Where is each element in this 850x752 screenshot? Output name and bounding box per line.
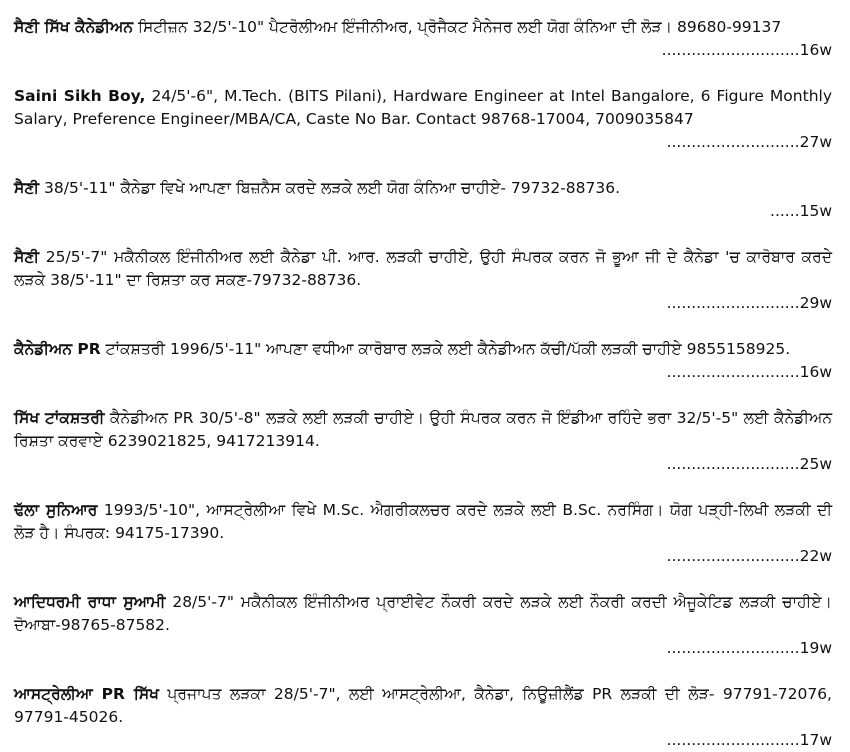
- ad-word-count: ...........................27w: [666, 133, 832, 151]
- classified-ad: [14, 499, 832, 568]
- ad-heading: ਸੈਣੀ ਸਿੱਖ ਕੈਨੇਡੀਅਨ: [14, 18, 134, 36]
- classified-ad: [14, 246, 832, 315]
- ad-word-count: ...........................19w: [666, 639, 832, 657]
- ad-word-count: ......15w: [770, 202, 832, 220]
- ad-word-count: ...........................16w: [666, 363, 832, 381]
- classified-ad: [14, 683, 832, 752]
- ad-text: ਕੈਨੇਡੀਅਨ PR 30/5'-8" ਲੜਕੇ ਲਈ ਲੜਕੀ ਚਾਹੀਏ। ਉਹੀ ਸੰਪਰਕ ਕਰਨ ਜੋ ਇੰਡੀਆ ਰਹਿੰਦੇ ਭਰਾ 32/5'-5" ਲਈ ਕੈਨੇਡੀਅਨ ਰਿਸ਼ਤਾ ਕਰਵਾਏ 6239021825, 9417213914.: [14, 409, 833, 450]
- classified-ad: [14, 177, 832, 223]
- ad-text: 1993/5'-10", ਆਸਟ੍ਰੇਲੀਆ ਵਿਖੇ M.Sc. ਐਗਰੀਕਲਚਰ ਕਰਦੇ ਲੜਕੇ ਲਈ B.Sc. ਨਰਸਿੰਗ। ਯੋਗ ਪੜ੍ਹੀ-ਲਿਖੀ ਲੜਕੀ ਦੀ ਲੋੜ ਹੈ। ਸੰਪਰਕ: 94175-17390.: [14, 501, 832, 542]
- classified-ad: [14, 591, 832, 660]
- ad-heading: ਸੈਣੀ: [14, 248, 40, 266]
- ad-text: ਟਾਂਕਸ਼ਤਰੀ 1996/5'-11" ਆਪਣਾ ਵਧੀਆ ਕਾਰੋਬਾਰ ਲੜਕੇ ਲਈ ਕੈਨੇਡੀਅਨ ਕੱਚੀ/ਪੱਕੀ ਲੜਕੀ ਚਾਹੀਏ 9855158925.: [100, 340, 791, 358]
- ad-heading: ਸਿੱਖ ਟਾਂਕਸ਼ਤਰੀ: [14, 409, 105, 427]
- ad-word-count: ...........................29w: [666, 294, 832, 312]
- ad-heading: ਆਸਟ੍ਰੇਲੀਆ PR ਸਿੱਖ: [14, 685, 159, 703]
- classified-ad: [14, 85, 832, 154]
- ad-heading: Saini Sikh Boy,: [14, 87, 146, 105]
- ad-heading: ਆਦਿਧਰਮੀ ਰਾਧਾ ਸੁਆਮੀ: [14, 593, 166, 611]
- classified-ad: [14, 338, 832, 384]
- ad-text: 38/5'-11" ਕੈਨੇਡਾ ਵਿਖੇ ਆਪਣਾ ਬਿਜ਼ਨੈਸ ਕਰਦੇ ਲੜਕੇ ਲਈ ਯੋਗ ਕੰਨਿਆ ਚਾਹੀਏ- 79732-88736.: [39, 179, 621, 197]
- ad-word-count: ...........................25w: [666, 455, 832, 473]
- ad-heading: ਸੈਣੀ: [14, 179, 40, 197]
- ad-word-count: ............................16w: [661, 41, 832, 59]
- ad-heading: ਢੱਲਾ ਸੁਨਿਆਰ: [14, 501, 98, 519]
- ad-text: 24/5'-6", M.Tech. (BITS Pilani), Hardware Engineer at Intel Bangalore, 6 Figure Monthly Salary, Preference Engineer/MBA/CA, Caste No Bar. Contact 98768-17004, 7009035847: [14, 87, 832, 128]
- ad-word-count: ...........................22w: [666, 547, 832, 565]
- classified-ad: [14, 16, 832, 62]
- ad-text: ਸਿਟੀਜ਼ਨ 32/5'-10" ਪੈਟਰੋਲੀਅਮ ਇੰਜੀਨੀਅਰ, ਪ੍ਰੋਜੈਕਟ ਮੈਨੇਜਰ ਲਈ ਯੋਗ ਕੰਨਿਆ ਦੀ ਲੋੜ। 89680-99137: [133, 18, 782, 36]
- ad-text: 28/5'-7" ਮਕੈਨੀਕਲ ਇੰਜੀਨੀਅਰ ਪ੍ਰਾਈਵੇਟ ਨੌਕਰੀ ਕਰਦੇ ਲੜਕੇ ਲਈ ਨੌਕਰੀ ਕਰਦੀ ਐਜੂਕੇਟਿਡ ਲੜਕੀ ਚਾਹੀਏ। ਦੋਆਬਾ-98765-87582.: [14, 593, 832, 634]
- ad-text: 25/5'-7" ਮਕੈਨੀਕਲ ਇੰਜੀਨੀਅਰ ਲਈ ਕੈਨੇਡਾ ਪੀ. ਆਰ. ਲੜਕੀ ਚਾਹੀਏ, ਉਹੀ ਸੰਪਰਕ ਕਰਨ ਜੋ ਭੂਆ ਜੀ ਦੇ ਕੈਨੇਡਾ 'ਚ ਕਾਰੋਬਾਰ ਕਰਦੇ ਲੜਕੇ 38/5'-11" ਦਾ ਰਿਸ਼ਤਾ ਕਰ ਸਕਣ-79732-88736.: [14, 248, 832, 289]
- ad-heading: ਕੈਨੇਡੀਅਨ PR: [14, 340, 101, 358]
- ad-text: ਪ੍ਰਜਾਪਤ ਲੜਕਾ 28/5'-7", ਲਈ ਆਸਟ੍ਰੇਲੀਆ, ਕੈਨੇਡਾ, ਨਿਊਜ਼ੀਲੈਂਡ PR ਲੜਕੀ ਦੀ ਲੋੜ- 97791-72076, 97791-45026.: [14, 685, 832, 726]
- classified-ad: [14, 407, 832, 476]
- ad-word-count: ...........................17w: [666, 731, 832, 749]
